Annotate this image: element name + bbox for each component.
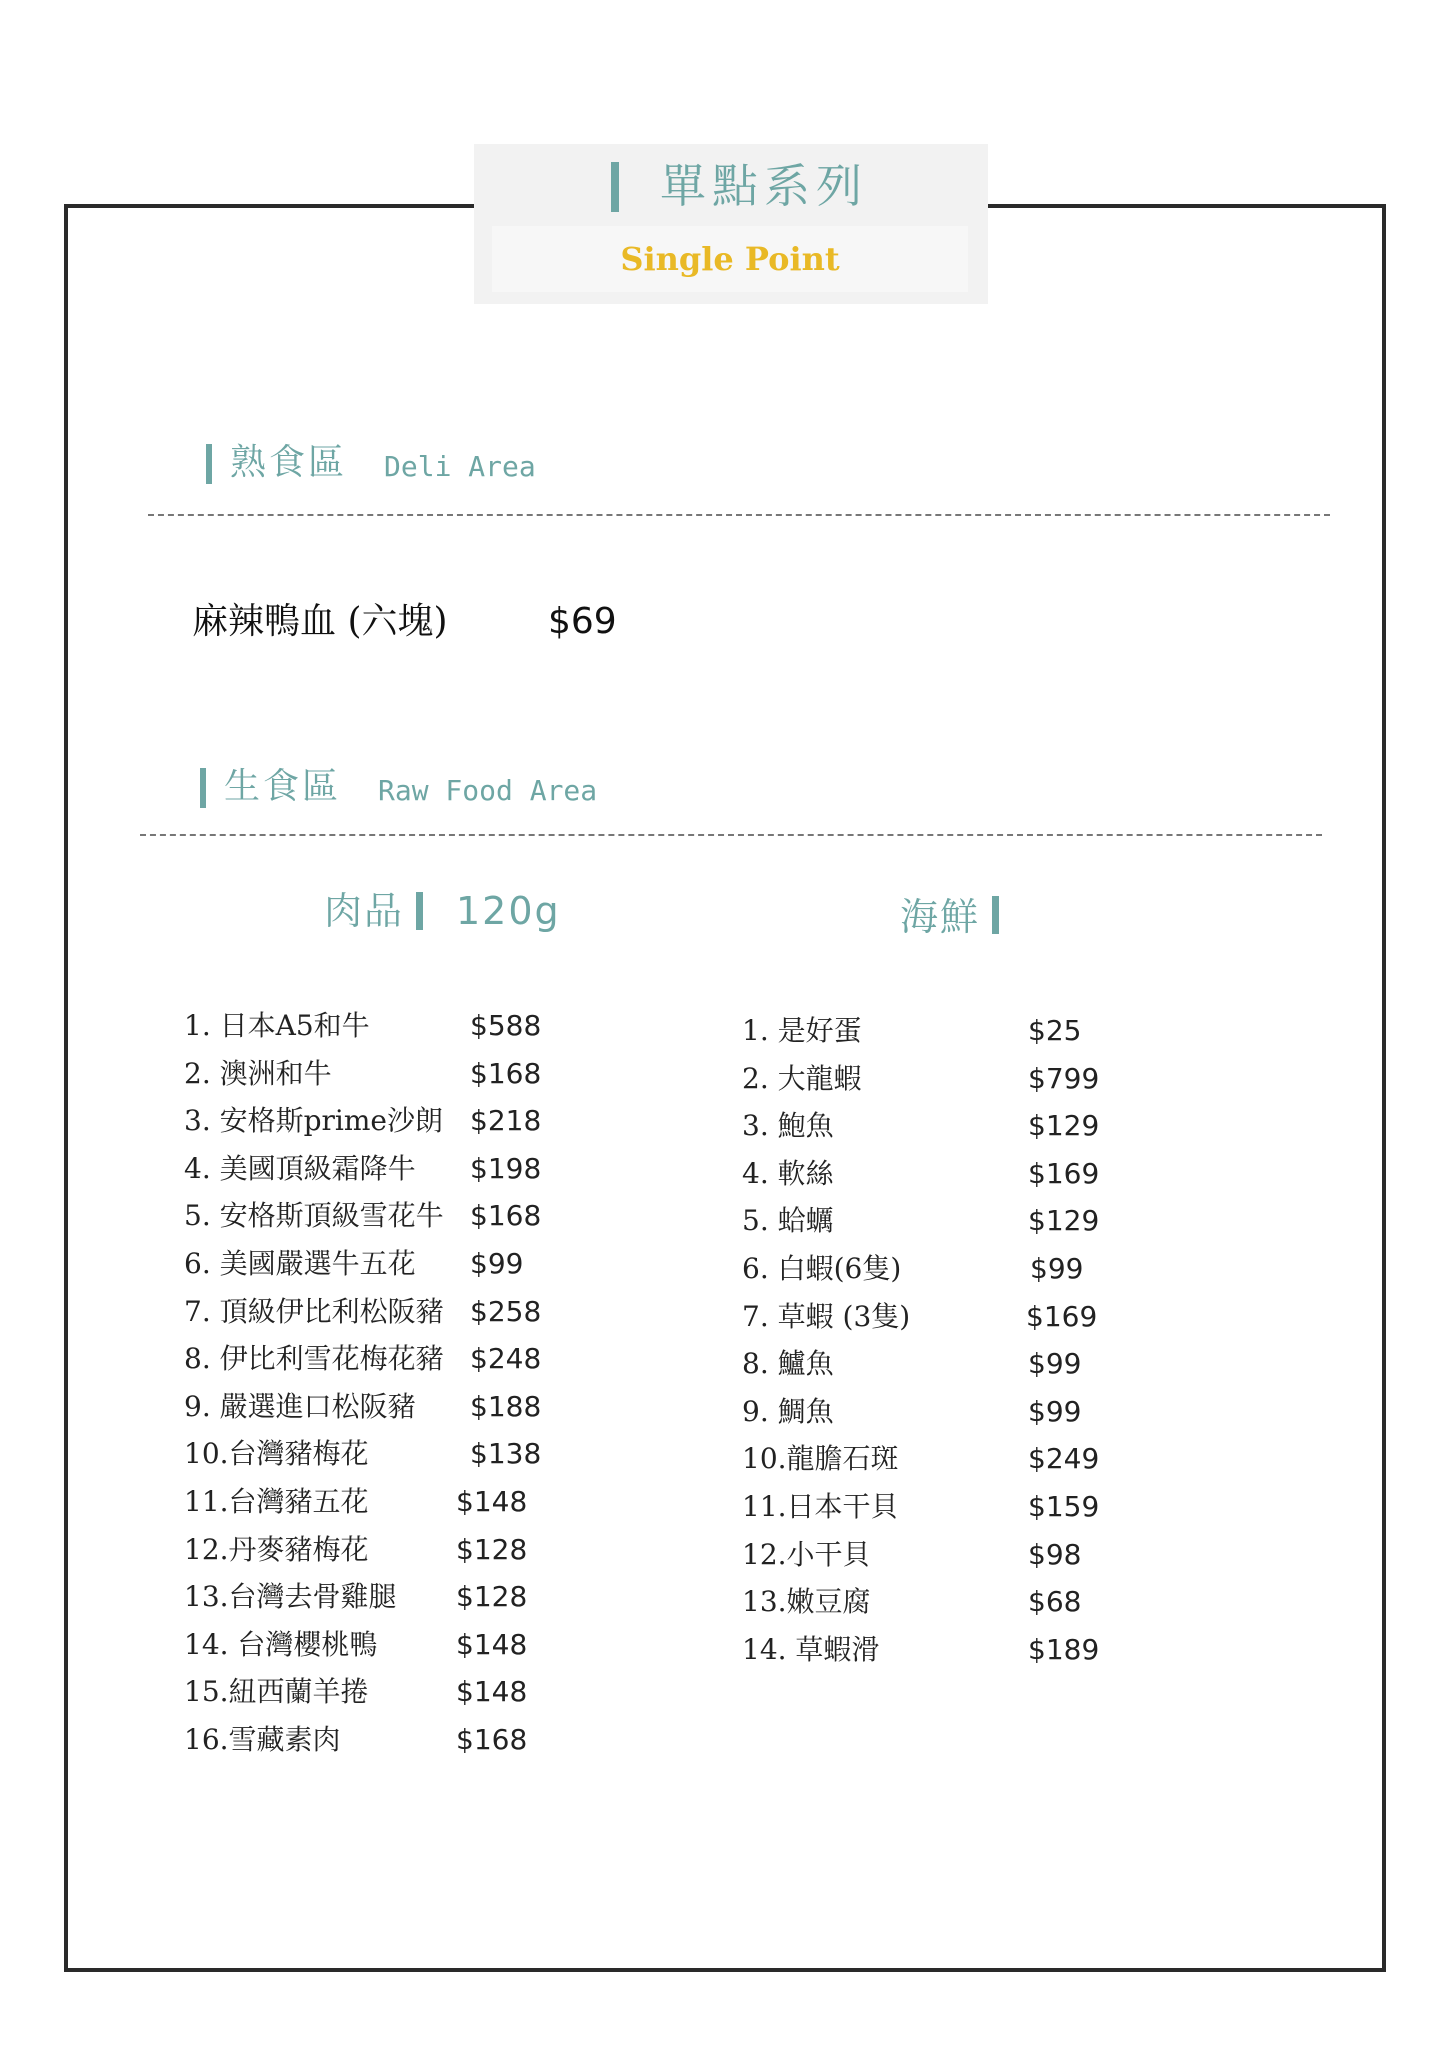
item-price: $129 — [1028, 1109, 1100, 1143]
list-item — [742, 1102, 1162, 1150]
list-item — [742, 1007, 1162, 1055]
deli-title-en: Deli Area — [384, 450, 536, 483]
list-item — [184, 1668, 604, 1716]
list-item — [184, 1288, 604, 1336]
item-name: 7. 頂級伊比利松阪豬 — [184, 1294, 444, 1328]
item-price: $168 — [470, 1056, 542, 1090]
list-item — [184, 1240, 604, 1288]
list-item — [742, 1483, 1162, 1531]
item-price: $168 — [470, 1199, 542, 1233]
item-price: $799 — [1028, 1061, 1100, 1095]
item-price: $258 — [470, 1294, 542, 1328]
meat-list — [184, 1002, 604, 1764]
item-name: 3. 安格斯prime沙朗 — [184, 1104, 444, 1138]
list-item — [742, 1293, 1162, 1341]
list-item — [742, 1197, 1162, 1245]
raw-title-zh: 生食區 — [224, 766, 342, 807]
list-item — [742, 1626, 1162, 1674]
list-item — [742, 1340, 1162, 1388]
list-item — [184, 1002, 604, 1050]
item-price: $248 — [470, 1342, 542, 1376]
item-name: 9. 鯛魚 — [742, 1394, 834, 1428]
item-price: $198 — [470, 1151, 542, 1185]
item-price: $169 — [1028, 1156, 1100, 1190]
item-price: $188 — [470, 1389, 542, 1423]
meat-weight: 120g — [456, 889, 561, 933]
item-name: 13.嫩豆腐 — [742, 1585, 871, 1619]
item-name: 5. 安格斯頂級雪花牛 — [184, 1199, 444, 1233]
item-price: $159 — [1028, 1489, 1100, 1523]
list-item — [742, 1435, 1162, 1483]
deli-accent-bar — [206, 444, 212, 484]
header-panel — [474, 144, 988, 304]
item-name: 1. 是好蛋 — [742, 1014, 862, 1047]
seafood-accent-bar — [992, 896, 999, 934]
item-price: $148 — [456, 1627, 528, 1661]
item-price: $218 — [470, 1104, 542, 1138]
item-price: $148 — [456, 1484, 528, 1518]
item-price: $189 — [1028, 1632, 1100, 1666]
item-name: 6. 美國嚴選牛五花 — [184, 1246, 416, 1280]
list-item — [742, 1388, 1162, 1436]
item-price: $128 — [456, 1532, 528, 1566]
list-item — [184, 1145, 604, 1193]
item-price: $25 — [1028, 1014, 1082, 1047]
deli-divider — [148, 514, 1330, 516]
item-price: $99 — [1030, 1251, 1084, 1285]
deli-item-price: $69 — [548, 601, 617, 642]
list-item — [184, 1383, 604, 1431]
item-name: 2. 大龍蝦 — [742, 1061, 862, 1095]
item-price: $138 — [470, 1437, 542, 1471]
item-name: 14. 台灣櫻桃鴨 — [184, 1627, 378, 1661]
item-name: 11.台灣豬五花 — [184, 1484, 369, 1518]
item-name: 15.紐西蘭羊捲 — [184, 1675, 369, 1709]
item-name: 1. 日本A5和牛 — [184, 1009, 370, 1042]
seafood-heading: 海鮮 — [900, 895, 981, 939]
list-item — [742, 1150, 1162, 1198]
meat-accent-bar — [416, 892, 423, 930]
item-price: $99 — [470, 1246, 524, 1280]
deli-item-name: 麻辣鴨血 (六塊) — [192, 601, 448, 642]
item-name: 10.台灣豬梅花 — [184, 1437, 369, 1471]
list-item — [742, 1245, 1162, 1293]
item-name: 8. 鱸魚 — [742, 1347, 834, 1381]
item-name: 5. 蛤蠣 — [742, 1204, 834, 1238]
list-item — [184, 1716, 604, 1764]
item-name: 9. 嚴選進口松阪豬 — [184, 1389, 416, 1423]
raw-title-en: Raw Food Area — [378, 774, 598, 807]
page-title: 單點系列 — [660, 159, 868, 213]
item-price: $148 — [456, 1675, 528, 1709]
item-price: $68 — [1028, 1585, 1082, 1619]
list-item — [184, 1050, 604, 1098]
raw-accent-bar — [200, 768, 206, 808]
item-name: 4. 美國頂級霜降牛 — [184, 1151, 416, 1185]
item-name: 6. 白蝦(6隻) — [742, 1251, 902, 1285]
item-name: 7. 草蝦 (3隻) — [742, 1299, 911, 1333]
item-price: $99 — [1028, 1347, 1082, 1381]
page-subtitle: Single Point — [620, 240, 840, 278]
item-price: $249 — [1028, 1442, 1100, 1476]
list-item — [742, 1578, 1162, 1626]
item-price: $129 — [1028, 1204, 1100, 1238]
item-name: 3. 鮑魚 — [742, 1109, 834, 1143]
list-item — [742, 1531, 1162, 1579]
item-price: $128 — [456, 1580, 528, 1614]
item-name: 16.雪藏素肉 — [184, 1722, 341, 1756]
deli-title-zh: 熟食區 — [230, 442, 348, 483]
subtitle-panel — [492, 226, 968, 292]
seafood-list — [742, 1007, 1162, 1673]
list-item — [184, 1335, 604, 1383]
item-name: 12.小干貝 — [742, 1537, 871, 1571]
list-item — [184, 1478, 604, 1526]
raw-divider — [140, 834, 1322, 836]
meat-heading: 肉品 — [324, 889, 405, 933]
item-price: $168 — [456, 1722, 528, 1756]
item-name: 8. 伊比利雪花梅花豬 — [184, 1342, 444, 1376]
list-item — [184, 1097, 604, 1145]
list-item — [184, 1192, 604, 1240]
item-name: 2. 澳洲和牛 — [184, 1056, 332, 1090]
list-item — [184, 1621, 604, 1669]
item-name: 14. 草蝦滑 — [742, 1632, 880, 1666]
list-item — [184, 1526, 604, 1574]
item-name: 4. 軟絲 — [742, 1156, 834, 1190]
header-accent-bar — [611, 162, 619, 212]
item-price: $98 — [1028, 1537, 1082, 1571]
item-name: 10.龍膽石斑 — [742, 1442, 899, 1476]
item-name: 13.台灣去骨雞腿 — [184, 1580, 397, 1614]
item-price: $169 — [1026, 1299, 1098, 1333]
list-item — [742, 1055, 1162, 1103]
list-item — [184, 1573, 604, 1621]
item-name: 12.丹麥豬梅花 — [184, 1532, 369, 1566]
list-item — [184, 1430, 604, 1478]
item-price: $99 — [1028, 1394, 1082, 1428]
item-name: 11.日本干貝 — [742, 1489, 899, 1523]
item-price: $588 — [470, 1009, 542, 1042]
